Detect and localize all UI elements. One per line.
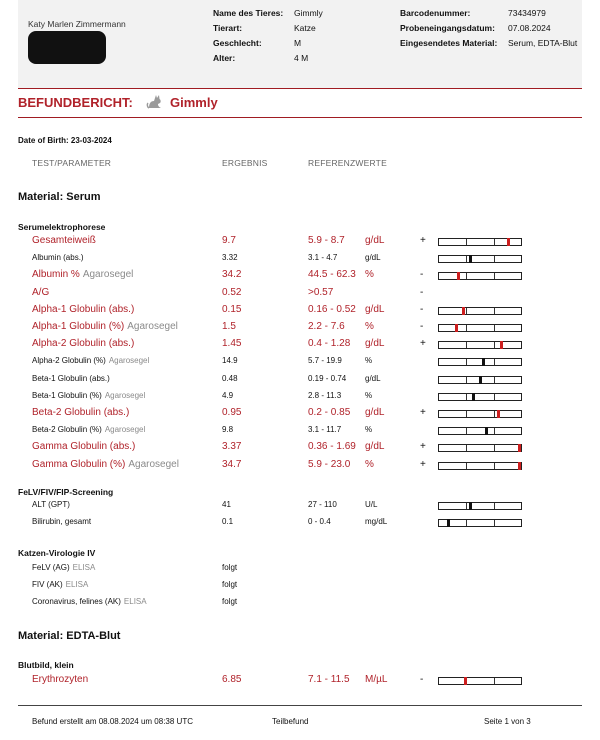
footer-divider xyxy=(18,705,582,706)
felv-screening-heading: FeLV/FIV/FIP-Screening xyxy=(18,487,114,497)
result-row xyxy=(0,500,600,514)
footer-status: Teilbefund xyxy=(272,717,309,726)
reference-range: 0 - 0.4 xyxy=(308,517,331,526)
unit-label: g/dL xyxy=(365,235,385,246)
parameter-name xyxy=(32,269,133,280)
range-tick xyxy=(466,308,467,314)
range-tick xyxy=(494,239,495,245)
parameter-label: Alpha-2 Globulin (abs.) xyxy=(32,338,135,350)
range-marker xyxy=(462,307,465,315)
range-tick xyxy=(466,256,467,262)
range-tick xyxy=(494,394,495,400)
range-bar xyxy=(438,358,522,366)
parameter-label: Erythrozyten xyxy=(32,674,89,685)
unit-label: % xyxy=(365,321,374,332)
range-tick xyxy=(466,503,467,509)
animal-name-label: Name des Tieres: xyxy=(213,8,284,18)
parameter-label: A/G xyxy=(32,286,50,298)
virology-heading: Katzen-Virologie IV xyxy=(18,548,96,558)
parameter-label: Beta-1 Globulin (abs.) xyxy=(32,373,110,383)
range-bar xyxy=(438,272,522,280)
unit-label: % xyxy=(365,269,374,281)
range-tick xyxy=(494,445,495,451)
parameter-name xyxy=(32,235,96,246)
result-value: 9.8 xyxy=(222,425,234,435)
electrophoresis-heading: Serumelektrophorese xyxy=(18,222,106,232)
range-marker xyxy=(518,444,521,452)
result-value: folgt xyxy=(222,563,238,572)
result-row xyxy=(0,305,600,319)
patient-name: Gimmly xyxy=(170,95,218,110)
result-row xyxy=(0,356,600,370)
parameter-label: Beta-1 Globulin (%) xyxy=(32,390,102,400)
unit-label: g/dL xyxy=(365,441,385,453)
parameter-label: Alpha-1 Globulin (%) xyxy=(32,321,125,332)
range-tick xyxy=(494,503,495,509)
age-label: Alter: xyxy=(213,53,236,63)
result-value: 3.32 xyxy=(222,253,238,263)
parameter-label: Alpha-2 Globulin (%) xyxy=(32,356,106,366)
parameter-name xyxy=(32,459,179,470)
result-row xyxy=(0,391,600,405)
result-value: 0.52 xyxy=(222,286,242,298)
reference-range: 2.8 - 11.3 xyxy=(308,390,342,400)
reference-range: 2.2 - 7.6 xyxy=(308,321,345,332)
parameter-name xyxy=(32,517,91,526)
animal-name-value: Gimmly xyxy=(294,8,323,18)
range-marker xyxy=(447,519,450,527)
range-tick xyxy=(494,273,495,279)
range-tick xyxy=(494,342,495,348)
reference-range: 0.4 - 1.28 xyxy=(308,338,351,350)
result-row xyxy=(0,339,600,353)
range-tick xyxy=(466,445,467,451)
range-tick xyxy=(494,411,495,417)
unit-label: % xyxy=(365,458,374,470)
parameter-label: Beta-2 Globulin (abs.) xyxy=(32,407,130,418)
range-tick xyxy=(494,377,495,383)
method-label: ELISA xyxy=(123,597,147,606)
range-marker xyxy=(464,677,467,685)
parameter-label: ALT (GPT) xyxy=(32,500,70,509)
material-label: Eingesendetes Material: xyxy=(400,38,498,48)
header-divider xyxy=(18,88,582,89)
range-tick xyxy=(466,359,467,365)
result-row xyxy=(0,442,600,456)
result-value: 3.37 xyxy=(222,441,242,453)
parameter-name xyxy=(32,425,145,434)
parameter-name xyxy=(32,356,149,365)
flag-indicator: + xyxy=(420,441,426,453)
method-label: Agarosegel xyxy=(127,321,178,332)
range-bar xyxy=(438,677,522,685)
range-tick xyxy=(466,394,467,400)
reference-range: 0.19 - 0.74 xyxy=(308,373,347,383)
redaction-block xyxy=(28,31,106,64)
parameter-name xyxy=(32,391,145,400)
unit-label: U/L xyxy=(365,500,378,509)
range-tick xyxy=(494,325,495,331)
col-header-reference: REFERENZWERTE xyxy=(308,158,387,168)
range-tick xyxy=(494,463,495,469)
reference-range: 27 - 110 xyxy=(308,500,337,509)
range-tick xyxy=(466,411,467,417)
flag-indicator: - xyxy=(420,321,424,332)
flag-indicator: + xyxy=(420,235,426,246)
method-label: ELISA xyxy=(65,580,89,589)
result-row xyxy=(0,563,600,577)
material-serum-heading: Material: Serum xyxy=(18,191,101,203)
parameter-label: FIV (AK) xyxy=(32,580,63,589)
range-tick xyxy=(466,273,467,279)
parameter-label: Gamma Globulin (abs.) xyxy=(32,441,136,453)
method-label: Agarosegel xyxy=(128,458,179,470)
owner-name: Katy Marlen Zimmermann xyxy=(28,19,126,29)
result-value: 0.95 xyxy=(222,407,242,418)
range-marker xyxy=(485,427,488,435)
range-marker xyxy=(500,341,503,349)
flag-indicator: - xyxy=(420,286,424,298)
reference-range: 5.9 - 8.7 xyxy=(308,235,345,246)
method-label: Agarosegel xyxy=(82,269,134,281)
result-row xyxy=(0,408,600,422)
unit-label: g/dL xyxy=(365,253,381,263)
result-row xyxy=(0,517,600,531)
result-value: 9.7 xyxy=(222,235,236,246)
range-marker xyxy=(469,255,472,263)
unit-label: % xyxy=(365,356,373,366)
range-tick xyxy=(466,239,467,245)
result-value: 0.1 xyxy=(222,517,234,526)
sex-value: M xyxy=(294,38,302,48)
result-value: 14.9 xyxy=(222,356,238,366)
cat-icon xyxy=(146,93,164,109)
result-row xyxy=(0,236,600,250)
result-row xyxy=(0,580,600,594)
unit-label: % xyxy=(365,425,373,435)
range-bar xyxy=(438,255,522,263)
parameter-name xyxy=(32,500,70,509)
result-value: 34.2 xyxy=(222,269,242,281)
range-bar xyxy=(438,519,522,527)
barcode-label: Barcodenummer: xyxy=(400,8,471,18)
parameter-label: Bilirubin, gesamt xyxy=(32,517,92,526)
result-value: 4.9 xyxy=(222,390,234,400)
parameter-name xyxy=(32,304,134,315)
range-bar xyxy=(438,341,522,349)
flag-indicator: + xyxy=(420,407,426,418)
range-marker xyxy=(455,324,458,332)
parameter-label: Coronavirus, felines (AK) xyxy=(32,597,121,606)
range-tick xyxy=(466,428,467,434)
range-tick xyxy=(494,256,495,262)
received-value: 07.08.2024 xyxy=(508,23,551,33)
blood-count-heading: Blutbild, klein xyxy=(18,660,74,670)
sex-label: Geschlecht: xyxy=(213,38,262,48)
reference-range: 7.1 - 11.5 xyxy=(308,674,350,685)
range-tick xyxy=(466,325,467,331)
parameter-label: Beta-2 Globulin (%) xyxy=(32,425,102,435)
unit-label: g/dL xyxy=(365,303,385,315)
received-label: Probeneingangsdatum: xyxy=(400,23,495,33)
result-row xyxy=(0,374,600,388)
range-tick xyxy=(466,377,467,383)
parameter-name xyxy=(32,563,95,572)
result-value: 6.85 xyxy=(222,674,242,685)
parameter-label: Gesamteiweiß xyxy=(32,235,96,246)
material-value: Serum, EDTA-Blut xyxy=(508,38,578,48)
col-header-test: TEST/PARAMETER xyxy=(32,158,112,168)
range-bar xyxy=(438,427,522,435)
unit-label: g/dL xyxy=(365,407,385,418)
parameter-label: Albumin (abs.) xyxy=(32,253,84,263)
reference-range: 0.16 - 0.52 xyxy=(308,303,356,315)
report-title: BEFUNDBERICHT: xyxy=(18,95,133,110)
range-bar xyxy=(438,393,522,401)
result-row xyxy=(0,597,600,611)
result-row xyxy=(0,288,600,302)
result-value: folgt xyxy=(222,580,238,589)
reference-range: 5.7 - 19.9 xyxy=(308,356,342,366)
reference-range: 3.1 - 4.7 xyxy=(308,253,338,263)
reference-range: 0.36 - 1.69 xyxy=(308,441,356,453)
range-tick xyxy=(494,308,495,314)
range-marker xyxy=(482,358,485,366)
parameter-name xyxy=(32,674,88,685)
range-tick xyxy=(494,678,495,684)
parameter-name xyxy=(32,287,49,298)
reference-range: 5.9 - 23.0 xyxy=(308,458,351,470)
range-bar xyxy=(438,238,522,246)
parameter-label: FeLV (AG) xyxy=(32,563,70,572)
result-row xyxy=(0,675,600,689)
reference-range: >0.57 xyxy=(308,286,334,298)
parameter-name xyxy=(32,407,129,418)
title-divider xyxy=(18,117,582,118)
range-marker xyxy=(457,272,460,280)
parameter-label: Gamma Globulin (%) xyxy=(32,458,126,470)
result-row xyxy=(0,270,600,284)
barcode-value: 73434979 xyxy=(508,8,546,18)
reference-range: 44.5 - 62.3 xyxy=(308,269,356,281)
result-value: 34.7 xyxy=(222,458,242,470)
range-bar xyxy=(438,324,522,332)
material-edta-heading: Material: EDTA-Blut xyxy=(18,630,121,642)
age-value: 4 M xyxy=(294,53,309,63)
range-tick xyxy=(494,520,495,526)
result-row xyxy=(0,322,600,336)
parameter-name xyxy=(32,580,88,589)
parameter-label: Albumin % xyxy=(32,269,80,281)
range-tick xyxy=(494,428,495,434)
range-tick xyxy=(466,342,467,348)
result-value: 0.15 xyxy=(222,303,242,315)
range-tick xyxy=(494,359,495,365)
parameter-name xyxy=(32,374,110,383)
range-marker xyxy=(518,462,521,470)
method-label: Agarosegel xyxy=(108,356,150,366)
parameter-name xyxy=(32,338,134,349)
flag-indicator: - xyxy=(420,269,424,281)
species-value: Katze xyxy=(294,23,316,33)
range-tick xyxy=(466,463,467,469)
flag-indicator: - xyxy=(420,303,424,315)
range-bar xyxy=(438,376,522,384)
range-marker xyxy=(497,410,500,418)
unit-label: g/dL xyxy=(365,373,381,383)
unit-label: % xyxy=(365,390,373,400)
result-row xyxy=(0,253,600,267)
method-label: ELISA xyxy=(72,563,96,572)
parameter-name xyxy=(32,253,84,262)
method-label: Agarosegel xyxy=(104,390,146,400)
method-label: Agarosegel xyxy=(104,425,146,435)
result-row xyxy=(0,425,600,439)
species-label: Tierart: xyxy=(213,23,243,33)
flag-indicator: + xyxy=(420,338,426,350)
range-tick xyxy=(466,520,467,526)
range-marker xyxy=(472,393,475,401)
result-value: 1.5 xyxy=(222,321,236,332)
range-bar xyxy=(438,462,522,470)
unit-label: mg/dL xyxy=(365,517,388,526)
date-of-birth: Date of Birth: 23-03-2024 xyxy=(18,136,112,145)
result-value: 0.48 xyxy=(222,373,238,383)
range-bar xyxy=(438,444,522,452)
flag-indicator: - xyxy=(420,674,424,685)
result-value: folgt xyxy=(222,597,238,606)
parameter-name xyxy=(32,321,178,332)
parameter-label: Alpha-1 Globulin (abs.) xyxy=(32,303,135,315)
footer-created: Befund erstellt am 08.08.2024 um 08:38 UTC xyxy=(32,717,193,726)
unit-label: M/µL xyxy=(365,674,388,685)
range-marker xyxy=(479,376,482,384)
flag-indicator: + xyxy=(420,458,426,470)
range-marker xyxy=(507,238,510,246)
footer-page: Seite 1 von 3 xyxy=(484,717,531,726)
col-header-result: ERGEBNIS xyxy=(222,158,268,168)
range-bar xyxy=(438,502,522,510)
result-value: 41 xyxy=(222,500,231,509)
result-value: 1.45 xyxy=(222,338,242,350)
unit-label: g/dL xyxy=(365,338,385,350)
reference-range: 3.1 - 11.7 xyxy=(308,425,342,435)
result-row xyxy=(0,460,600,474)
range-bar xyxy=(438,410,522,418)
parameter-name xyxy=(32,597,147,606)
parameter-name xyxy=(32,441,135,452)
range-bar xyxy=(438,307,522,315)
reference-range: 0.2 - 0.85 xyxy=(308,407,351,418)
range-marker xyxy=(469,502,472,510)
